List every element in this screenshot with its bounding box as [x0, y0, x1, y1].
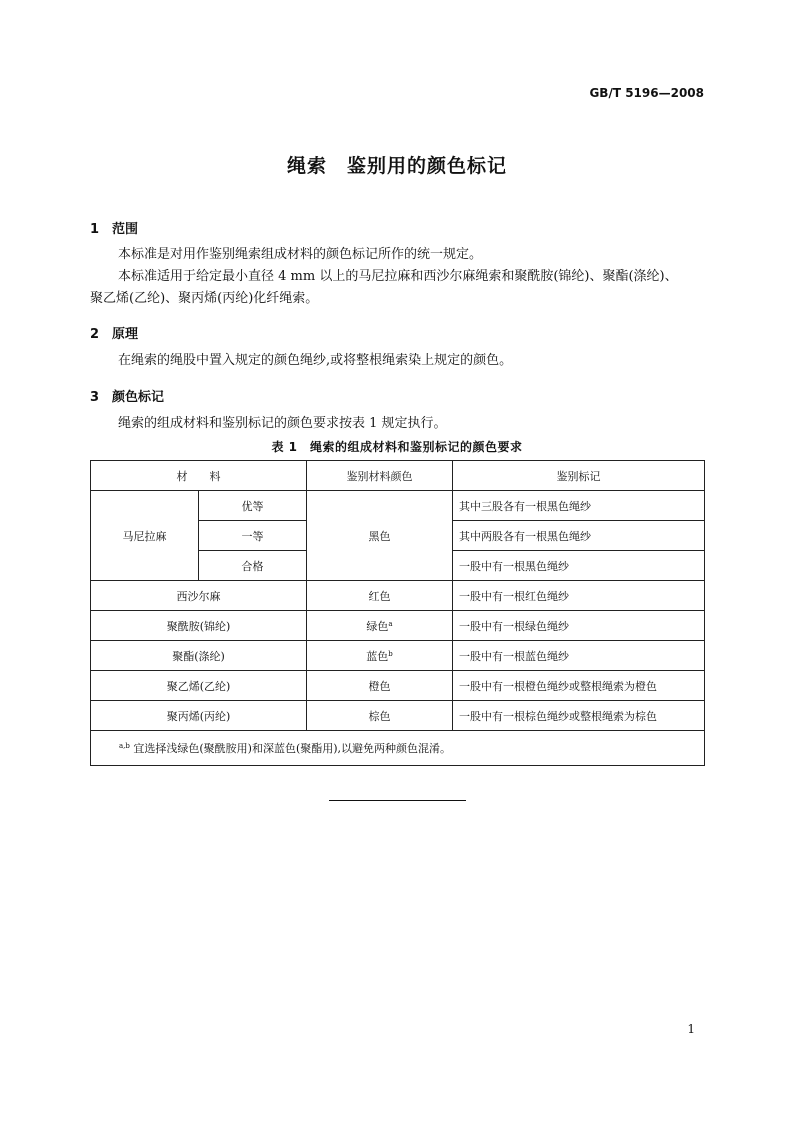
color-label: 棕色 [368, 709, 391, 723]
header-mark: 鉴别标记 [453, 461, 705, 491]
grade-cell: 合格 [199, 551, 307, 581]
material-cell: 聚乙烯(乙纶) [91, 671, 307, 701]
paragraph: 聚乙烯(乙纶)、聚丙烯(丙纶)化纤绳索。 [90, 291, 319, 306]
footnote-text: 宜选择浅绿色(聚酰胺用)和深蓝色(聚酯用),以避免两种颜色混淆。 [133, 742, 452, 755]
mark-cell: 一股中有一根橙色绳纱或整根绳索为橙色 [453, 671, 705, 701]
grade-cell: 一等 [199, 521, 307, 551]
color-requirements-table [90, 460, 705, 766]
color-cell [307, 641, 453, 671]
color-cell [307, 671, 453, 701]
document-title: 绳索 鉴别用的颜色标记 [286, 155, 507, 177]
footnote-marker: a,b [119, 742, 130, 750]
paragraph: 绳索的组成材料和鉴别标记的颜色要求按表 1 规定执行。 [118, 416, 447, 431]
color-label: 蓝色 [366, 649, 389, 663]
section-number: 2 [90, 327, 100, 342]
color-cell: 黑色 [307, 491, 453, 581]
mark-cell: 一股中有一根黑色绳纱 [453, 551, 705, 581]
table-footnote [91, 731, 705, 766]
color-label: 绿色 [366, 619, 389, 633]
section-2-heading [90, 323, 138, 342]
color-cell [307, 611, 453, 641]
material-cell: 聚酰胺(锦纶) [91, 611, 307, 641]
table-row [91, 641, 705, 671]
end-rule [329, 800, 466, 801]
mark-cell: 一股中有一根绿色绳纱 [453, 611, 705, 641]
material-cell: 聚丙烯(丙纶) [91, 701, 307, 731]
table-row [91, 671, 705, 701]
section-title: 范围 [112, 222, 139, 237]
header-color: 鉴别材料颜色 [307, 461, 453, 491]
table-row [91, 701, 705, 731]
footnote-marker: a [388, 619, 393, 628]
table-header-row [91, 461, 705, 491]
color-cell [307, 701, 453, 731]
paragraph: 本标准是对用作鉴别绳索组成材料的颜色标记所作的统一规定。 [118, 247, 483, 262]
section-title: 原理 [112, 327, 139, 342]
table-row [91, 611, 705, 641]
material-cell: 聚酯(涤纶) [91, 641, 307, 671]
paragraph: 本标准适用于给定最小直径 4 mm 以上的马尼拉麻和西沙尔麻绳索和聚酰胺(锦纶)、聚酯(涤纶)、 [118, 269, 678, 284]
table-row [91, 581, 705, 611]
color-cell [307, 581, 453, 611]
section-number: 1 [90, 222, 100, 237]
grade-cell: 优等 [199, 491, 307, 521]
table-row [91, 491, 705, 521]
standard-number: GB/T 5196—2008 [589, 86, 704, 100]
table-caption: 表 1 绳索的组成材料和鉴别标记的颜色要求 [271, 440, 523, 454]
material-cell: 马尼拉麻 [91, 491, 199, 581]
mark-cell: 一股中有一根红色绳纱 [453, 581, 705, 611]
section-3-heading [90, 386, 164, 405]
section-1-heading [90, 218, 138, 237]
mark-cell: 其中三股各有一根黑色绳纱 [453, 491, 705, 521]
table-footnote-row [91, 731, 705, 766]
color-label: 橙色 [368, 679, 391, 693]
page-number: 1 [687, 1022, 695, 1036]
section-title: 颜色标记 [112, 390, 165, 405]
mark-cell: 一股中有一根棕色绳纱或整根绳索为棕色 [453, 701, 705, 731]
mark-cell: 一股中有一根蓝色绳纱 [453, 641, 705, 671]
color-label: 红色 [368, 589, 391, 603]
header-material: 材 料 [91, 461, 307, 491]
section-number: 3 [90, 390, 100, 405]
footnote-marker: b [388, 649, 393, 658]
paragraph: 在绳索的绳股中置入规定的颜色绳纱,或将整根绳索染上规定的颜色。 [118, 353, 513, 368]
material-cell: 西沙尔麻 [91, 581, 307, 611]
mark-cell: 其中两股各有一根黑色绳纱 [453, 521, 705, 551]
